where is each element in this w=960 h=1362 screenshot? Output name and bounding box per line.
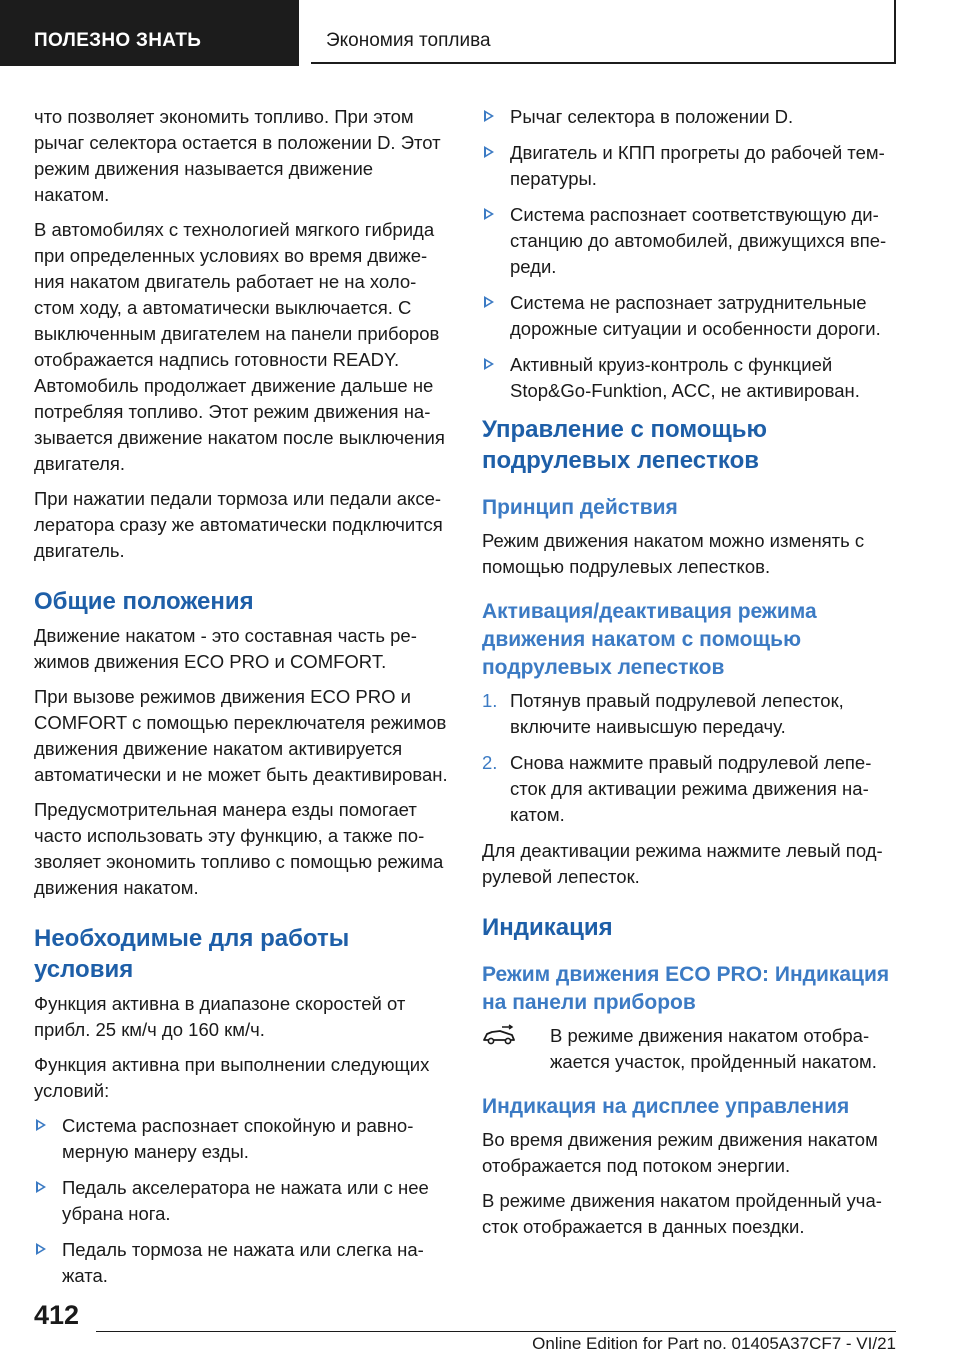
step-number: 2. [482,752,498,773]
triangle-bullet-icon [36,1119,46,1131]
edition-note: Online Edition for Part no. 01405A37CF7 - VI/21 [532,1334,896,1353]
list-item: Двигатель и КПП прогреты до рабочей температуры. [482,140,898,192]
paragraph: В автомобилях с технологией мягкого гибрида при определенных условиях во время движения накатом двигатель работает не на холостом ходу, а автоматически выключается. С выключенным двигателем на панели приборов отображается надпись готовности READY. Автомобиль продолжает движение дальше не потребляя топливо. Этот режим движения называется движение накатом после выключения двигателя. [34,219,445,474]
triangle-bullet-icon [484,358,494,370]
list-item: Система распознает спокойную и равномерную манеру езды. [34,1113,448,1165]
heading-paddles: Управление с помощью подрулевых лепестков [482,416,767,474]
paragraph: При вызове режимов движения ECO PRO и COMFORT с помощью переключателя режимов движения движение накатом активируется автоматически и не может быть деактивирован. [34,686,448,785]
list-item: Педаль акселератора не нажата или с нее убрана нога. [34,1175,448,1227]
paragraph: Режим движения накатом можно изменять с помощью подрулевых лепестков. [482,530,865,577]
list-item: Педаль тормоза не нажата или слегка нажата. [34,1237,448,1289]
paragraph: Движение накатом - это составная часть режимов движения ECO PRO и COMFORT. [34,625,417,672]
coasting-car-icon [482,1024,516,1046]
triangle-bullet-icon [36,1181,46,1193]
paragraph: что позволяет экономить топливо. При этом рычаг селектора остается в положении D. Этот режим движения называется движение накатом. [34,106,441,205]
paragraph: В режиме движения накатом пройденный участок отображается в данных поездки. [482,1190,882,1237]
triangle-bullet-icon [484,296,494,308]
section-title: ПОЛЕЗНО ЗНАТЬ [0,0,299,66]
list-item: Рычаг селектора в положении D. [482,104,898,130]
steps-list [482,688,898,828]
right-column [482,104,898,1249]
list-item: 2. Снова нажмите правый подрулевой лепесток для активации режима движения накатом. [482,752,872,825]
heading-general: Общие положения [34,588,254,615]
heading-activation: Активация/деактивация режима движения накатом с помощью подрулевых лепестков [482,600,817,679]
heading-conditions: Необходимые для работы условия [34,925,350,983]
condition-list [34,1113,448,1289]
triangle-bullet-icon [484,208,494,220]
triangle-bullet-icon [36,1243,46,1255]
topic-title: Экономия топлива [311,0,896,64]
paragraph: При нажатии педали тормоза или педали акселератора сразу же автоматически подключится двигатель. [34,488,443,561]
page-header [0,0,960,66]
list-item: Система не распознает затруднительные дорожные ситуации и особенности дороги. [482,290,898,342]
page-number: 412 [34,1300,80,1330]
list-item: 1. Потянув правый подрулевой лепесток, включите наивысшую передачу. [482,690,844,737]
paragraph-with-icon: В режиме движения накатом отображается участок, пройденный накатом. [482,1023,898,1075]
list-item: Активный круиз-контроль с функцией Stop&Go-Funktion, ACC, не активирован. [482,352,898,404]
heading-indication: Индикация [482,914,613,941]
paragraph: Для деактивации режима нажмите левый подрулевой лепесток. [482,840,883,887]
heading-ecopro: Режим движения ECO PRO: Индикация на панели приборов [482,963,890,1014]
paragraph: Во время движения режим движения накатом отображается под потоком энергии. [482,1129,878,1176]
heading-display: Индикация на дисплее управления [482,1095,850,1118]
left-column [34,104,448,1299]
paragraph: Функция активна в диапазоне скоростей от прибл. 25 км/ч до 160 км/ч. [34,993,406,1040]
triangle-bullet-icon [484,110,494,122]
list-item: Система распознает соответствующую дистанцию до автомобилей, движущихся впереди. [482,202,898,280]
paragraph: Функция активна при выполнении следующих условий: [34,1054,430,1101]
heading-principle: Принцип действия [482,496,678,519]
condition-list-continued [482,104,898,404]
triangle-bullet-icon [484,146,494,158]
paragraph: Предусмотрительная манера езды помогает часто использовать эту функцию, а также позволяет экономить топливо с помощью режима движения накатом. [34,799,444,898]
step-number: 1. [482,690,498,711]
